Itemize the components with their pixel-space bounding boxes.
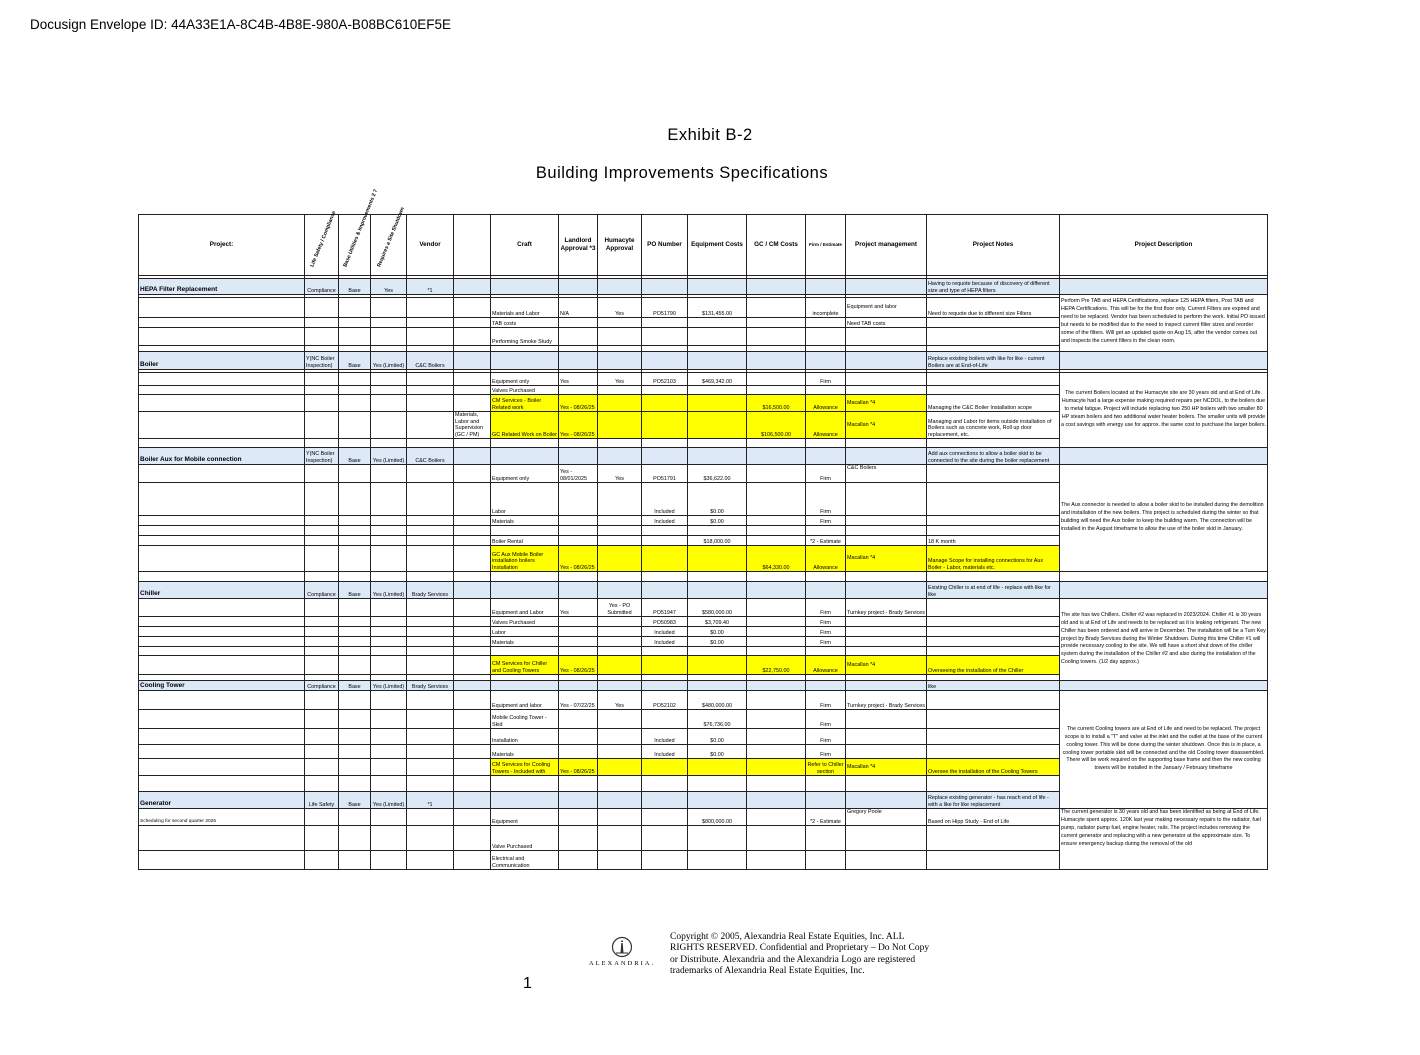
pm-cell: Equipment and labor — [846, 298, 927, 318]
craft-cell: Labor — [491, 627, 559, 637]
header-row — [139, 215, 1268, 276]
landlord-cell: Yes - 08/26/25 — [559, 656, 598, 675]
po-cell: PO51790 — [642, 298, 688, 318]
po-cell: Included — [642, 745, 688, 759]
col-humacyte: Humacyte Approval — [598, 215, 642, 276]
table-row — [139, 599, 1268, 617]
firm-cell: Allowance — [806, 656, 846, 675]
firm-cell: Firm — [806, 599, 846, 617]
craft-cell: Materials — [491, 516, 559, 526]
pm-cell: Gregory Poole — [846, 809, 927, 826]
humacyte-cell: Yes — [598, 691, 642, 710]
col-vendor: Vendor — [407, 215, 454, 276]
gc-cost-cell: $16,500.00 — [747, 395, 806, 412]
col-description: Project Description — [1060, 215, 1268, 276]
equipment-cost-cell: $18,000.00 — [688, 536, 747, 546]
col-craft: Craft — [491, 215, 559, 276]
gc-cost-cell: $106,500.00 — [747, 412, 806, 439]
landlord-cell: N/A — [559, 298, 598, 318]
firm-cell: Firm — [806, 729, 846, 745]
life-safety-cell: Compliance — [305, 279, 339, 295]
pm-cell: Turnkey project - Brady Services — [846, 691, 927, 710]
life-safety-cell: Compliance — [305, 681, 339, 691]
envelope-id: Docusign Envelope ID: 44A33E1A-8C4B-4B8E-980A-B08BC610EF5E — [30, 17, 451, 32]
description-chiller: The site has two Chillers. Chiller #2 was replaced in 2023/2024. Chiller #1 is 30 years old and is at End of Life and needs to be replaced as it is leaking refrigerant. The new Chiller has been ordered and will arrive in December. The installation will be a Turn Key project by Brady Services during the Winter Shutdown. During this time Chiller #1 will provide necessary cooling to the site. We will have a short shut down of the chiller system during the installation of the Chiller #2 and also during the installation of the Cooling towers. (1/2 day approx.) — [1060, 599, 1268, 681]
equipment-cost-cell: $0.00 — [688, 483, 747, 516]
section-row-cooling-tower — [139, 681, 1268, 691]
equipment-cost-cell: $0.00 — [688, 745, 747, 759]
lighthouse-icon — [611, 936, 633, 958]
table-row — [139, 465, 1268, 483]
equipment-cost-cell: $131,455.00 — [688, 298, 747, 318]
shutdown-cell: Yes (Limited) — [371, 681, 407, 691]
firm-cell: Firm — [806, 637, 846, 647]
equipment-cost-cell: $580,000.00 — [688, 599, 747, 617]
firm-cell: Firm — [806, 691, 846, 710]
craft-cell: Valves Purchased — [491, 617, 559, 627]
vendor-cell: C&C Boilers — [407, 448, 454, 465]
col-po: PO Number — [642, 215, 688, 276]
notes-cell: 18 K month — [927, 536, 1060, 546]
col-project: Project: — [139, 215, 305, 276]
firm-cell: *2 - Estimate — [806, 809, 846, 826]
po-cell: Included — [642, 483, 688, 516]
col-base-utilities: Base Utilities & Improvements 2 7 — [339, 215, 371, 276]
col-landlord: Landlord Approval *3 — [559, 215, 598, 276]
vendor-cell: *1 — [407, 279, 454, 295]
project-name: Cooling Tower — [139, 681, 305, 691]
craft-cell: Equipment and labor — [491, 691, 559, 710]
landlord-cell: Yes — [559, 599, 598, 617]
vendor-cell: C&C Boilers — [407, 352, 454, 370]
craft-cell: Equipment only — [491, 465, 559, 483]
alexandria-logo — [583, 936, 661, 972]
life-safety-cell: Y(NC Boiler Inspection) — [305, 352, 339, 370]
po-cell: PO51947 — [642, 599, 688, 617]
page-number: 1 — [523, 975, 532, 992]
life-safety-cell: Y(NC Boiler Inspection) — [305, 448, 339, 465]
landlord-cell: Yes - 08/26/25 — [559, 759, 598, 776]
life-safety-cell: Life Safety — [305, 792, 339, 809]
col-equipment: Equipment Costs — [688, 215, 747, 276]
document-title: Building Improvements Specifications — [535, 164, 829, 182]
description-generator: The current generator is 30 years old and has been identified as being at End of Life. Humacyte spent approx. 120K last year making necessary repairs to the radiator, fuel pump, radiator pump fuel, engine heater, rails. The project includes removing the current generator and replacing with a new generator at the approximate size. To ensure emergency backup during the removal of the old — [1060, 809, 1268, 870]
firm-cell: Allowance — [806, 395, 846, 412]
craft-cell: Materials — [491, 637, 559, 647]
landlord-cell: Yes — [559, 373, 598, 386]
col-notes: Project Notes — [927, 215, 1060, 276]
life-safety-cell: Compliance — [305, 582, 339, 599]
craft-cell: GC Aux Mobile Boiler installation boilers Installation — [491, 546, 559, 572]
notes-cell: Based on Hipp Study - End of Life — [927, 809, 1060, 826]
landlord-cell: Yes - 08/26/25 — [559, 412, 598, 439]
col-life-safety: Life Safety / Compliance — [305, 215, 339, 276]
notes-cell: Managing and Labor for items outside installation of Boilers such as concrete work, Roll up door replacement, etc. — [927, 412, 1060, 439]
craft-cell: Valves Purchased — [491, 386, 559, 395]
description-hepa: Perform Pre TAB and HEPA Certifications, replace 125 HEPA filters, Post TAB and HEPA Certifications. This will be for the first floor only. Current Filters are expired and need to be replaced. Vendor has been scheduled to perform the work. Initial PO issued but needs to be modified due to the need to inspect current filter sizes and reorder some of the filters. Will get an updated quote on Aug 15, after the vendor comes out and inspects the current filters in the clean room. — [1060, 295, 1268, 352]
pm-cell: Macallan *4 — [846, 395, 927, 412]
landlord-cell: Yes - 08/26/25 — [559, 546, 598, 572]
po-cell: Included — [642, 627, 688, 637]
firm-cell: Firm — [806, 617, 846, 627]
firm-cell: *2 - Estimate — [806, 536, 846, 546]
gc-cost-cell: $64,330.00 — [747, 546, 806, 572]
gc-cost-cell: $22,750.00 — [747, 656, 806, 675]
pm-cell: Macallan *4 — [846, 656, 927, 675]
exhibit-label: Exhibit B-2 — [667, 126, 753, 144]
vendor-cell: Brady Services — [407, 582, 454, 599]
copyright-notice: Copyright © 2005, Alexandria Real Estate Equities, Inc. ALL RIGHTS RESERVED. Confidential and Proprietary – Do Not Copy or Distribute. Alexandria and the Alexandria Logo are registered trademarks of Alexandria Real Estate Equities, Inc. — [670, 932, 930, 976]
firm-cell: Allowance — [806, 546, 846, 572]
craft-cell: Installation — [491, 729, 559, 745]
po-cell: Included — [642, 516, 688, 526]
po-cell: PO51791 — [642, 465, 688, 483]
craft-cell: CM Services - Boiler Related work — [491, 395, 559, 412]
craft-cell: Valve Purchased — [491, 826, 559, 851]
equipment-cost-cell: $0.00 — [688, 637, 747, 647]
equipment-cost-cell: $480,000.00 — [688, 691, 747, 710]
shutdown-cell: Yes — [371, 279, 407, 295]
notes-cell: like — [927, 681, 1060, 691]
section-row-boiler-aux — [139, 448, 1268, 465]
base-cell: Base — [339, 448, 371, 465]
landlord-cell: Yes - 08/01/2025 — [559, 465, 598, 483]
notes-cell: Existing Chiller is at end of life - replace with like for like — [927, 582, 1060, 599]
craft-cell: Materials — [491, 745, 559, 759]
humacyte-cell: Yes — [598, 373, 642, 386]
base-cell: Base — [339, 279, 371, 295]
craft-cell: Electrical and Communication — [491, 851, 559, 870]
craft-cell: TAB costs — [491, 318, 559, 328]
vendor-detail-cell: Materials, Labor and Supervision (GC / PM) — [454, 412, 491, 439]
shutdown-cell: Yes (Limited) — [371, 792, 407, 809]
col-blank — [454, 215, 491, 276]
vendor-cell: *1 — [407, 792, 454, 809]
firm-cell: Firm — [806, 516, 846, 526]
description-boiler: The current Boilers located at the Humacyte site are 30 years old and at End of Life. Humacyte had a large expense making required repairs per NCDOL, to the boilers due to metal fatigue. Project will include replacing two 250 HP boilers with two smaller 80 HP steam boilers and two additional water heater boilers. The smaller units will provide a cost savings with energy use for approx. the same cost to purchase the larger boilers. — [1060, 373, 1268, 448]
craft-cell: Performing Smoke Study — [491, 328, 559, 346]
equipment-cost-cell: $800,000.00 — [688, 809, 747, 826]
table-row — [139, 809, 1268, 826]
firm-cell: Firm — [806, 627, 846, 637]
landlord-cell: Yes - 08/26/25 — [559, 395, 598, 412]
po-cell: PO52102 — [642, 691, 688, 710]
project-name: HEPA Filter Replacement — [139, 279, 305, 295]
shutdown-cell: Yes (Limited) — [371, 352, 407, 370]
base-cell: Base — [339, 792, 371, 809]
notes-cell: Oversee the installation of the Cooling Towers — [927, 759, 1060, 776]
equipment-cost-cell: $0.00 — [688, 516, 747, 526]
firm-cell: Firm — [806, 483, 846, 516]
firm-cell: Firm — [806, 465, 846, 483]
vendor-cell: Brady Services — [407, 681, 454, 691]
notes-cell: Overseeing the installation of the Chiller — [927, 656, 1060, 675]
table-row — [139, 691, 1268, 710]
logo-wordmark: ALEXANDRIA. — [588, 960, 656, 967]
notes-cell: Having to requote because of discovery of different size and type of HEPA filters — [927, 279, 1060, 295]
description-aux: The Aux connector is needed to allow a boiler skid to be installed during the demolition and installation of the new boilers. This project is scheduled during the winter so that building will need the Aux boiler to keep the building warm. The connection will be installed in the August timeframe to allow the use of the boiler skid in January. — [1060, 465, 1268, 572]
equipment-cost-cell: $3,709.40 — [688, 617, 747, 627]
craft-cell: CM Services for Cooling Towers - Included with — [491, 759, 559, 776]
po-cell: PO50983 — [642, 617, 688, 627]
po-cell: PO52103 — [642, 373, 688, 386]
equipment-cost-cell: $76,736.00 — [688, 710, 747, 729]
base-cell: Base — [339, 582, 371, 599]
notes-cell: Add aux connections to allow a boiler skid to be connected to the site during the boiler replacement — [927, 448, 1060, 465]
col-requires-shutdown: Requires a Site Shutdown — [371, 215, 407, 276]
notes-cell: Replace existing generator - has reach end of life - with a like for like replacement — [927, 792, 1060, 809]
pm-cell: Need TAB costs — [846, 318, 927, 328]
notes-cell: Manage Scope for installing connections for Aux Boiler - Labor, materials etc. — [927, 546, 1060, 572]
craft-cell: Materials and Labor — [491, 298, 559, 318]
equipment-cost-cell: $469,342.00 — [688, 373, 747, 386]
base-cell: Base — [339, 352, 371, 370]
humacyte-cell: Yes - PO Submitted — [598, 599, 642, 617]
humacyte-cell: Yes — [598, 465, 642, 483]
col-pm: Project management — [846, 215, 927, 276]
shutdown-cell: Yes (Limited) — [371, 582, 407, 599]
craft-cell: Equipment and Labor — [491, 599, 559, 617]
section-row-boiler — [139, 352, 1268, 370]
description-cooling: The current Cooling towers are at End of Life and need to be replaced. The project scope is to install a "T" and valve at the inlet and the outlet at the base of the current cooling tower. This will be done during the winter shutdown. Once this is in place, a cooling tower portable skid will be connected and the old Cooling tower disassembled. There will be work required on the supporting base frame and then the new cooling towers will be installed in the January / February timeframe — [1060, 691, 1268, 809]
craft-cell: GC Related Work on Boiler — [491, 412, 559, 439]
pm-cell: C&C Boilers — [846, 465, 927, 483]
pm-cell: Macallan *4 — [846, 546, 927, 572]
notes-cell: Replace existing boilers with like for like - current Boilers are at End-of-Life — [927, 352, 1060, 370]
craft-cell: Equipment only — [491, 373, 559, 386]
equipment-cost-cell: $0.00 — [688, 729, 747, 745]
equipment-cost-cell: $0.00 — [688, 627, 747, 637]
section-row-chiller — [139, 582, 1268, 599]
firm-cell: Firm — [806, 373, 846, 386]
craft-cell: Boiler Rental — [491, 536, 559, 546]
firm-cell: Firm — [806, 710, 846, 729]
project-name: Boiler — [139, 352, 305, 370]
craft-cell: Mobile Cooling Tower - Skid — [491, 710, 559, 729]
pm-cell: Macallan *4 — [846, 412, 927, 439]
craft-cell: Equipment — [491, 809, 559, 826]
project-name: Boiler Aux for Mobile connection — [139, 448, 305, 465]
specifications-table — [138, 188, 1268, 870]
schedule-note: Scheduling for second quarter 2026 — [139, 809, 305, 826]
humacyte-cell: Yes — [598, 298, 642, 318]
pm-cell: Turnkey project - Brady Services — [846, 599, 927, 617]
po-cell: Included — [642, 729, 688, 745]
firm-cell: Allowance — [806, 412, 846, 439]
craft-cell: Labor — [491, 483, 559, 516]
firm-cell: Firm — [806, 745, 846, 759]
firm-cell: Refer to Chiller section — [806, 759, 846, 776]
col-firm: Firm / Estimate — [806, 215, 846, 276]
equipment-cost-cell: $36,622.00 — [688, 465, 747, 483]
notes-cell: Need to requote due to different size Filters — [927, 298, 1060, 318]
pm-cell: Macallan *4 — [846, 759, 927, 776]
notes-cell: Managing the C&C Boiler Installation scope — [927, 395, 1060, 412]
col-gccm: GC / CM Costs — [747, 215, 806, 276]
shutdown-cell: Yes (Limited) — [371, 448, 407, 465]
project-name: Chiller — [139, 582, 305, 599]
craft-cell: CM Services for Chiller and Cooling Towers — [491, 656, 559, 675]
landlord-cell: Yes - 07/22/25 — [559, 691, 598, 710]
table-row — [139, 373, 1268, 386]
project-name: Generator — [139, 792, 305, 809]
po-cell: Included — [642, 637, 688, 647]
firm-cell: incomplete — [806, 298, 846, 318]
base-cell: Base — [339, 681, 371, 691]
section-row-hepa — [139, 279, 1268, 295]
